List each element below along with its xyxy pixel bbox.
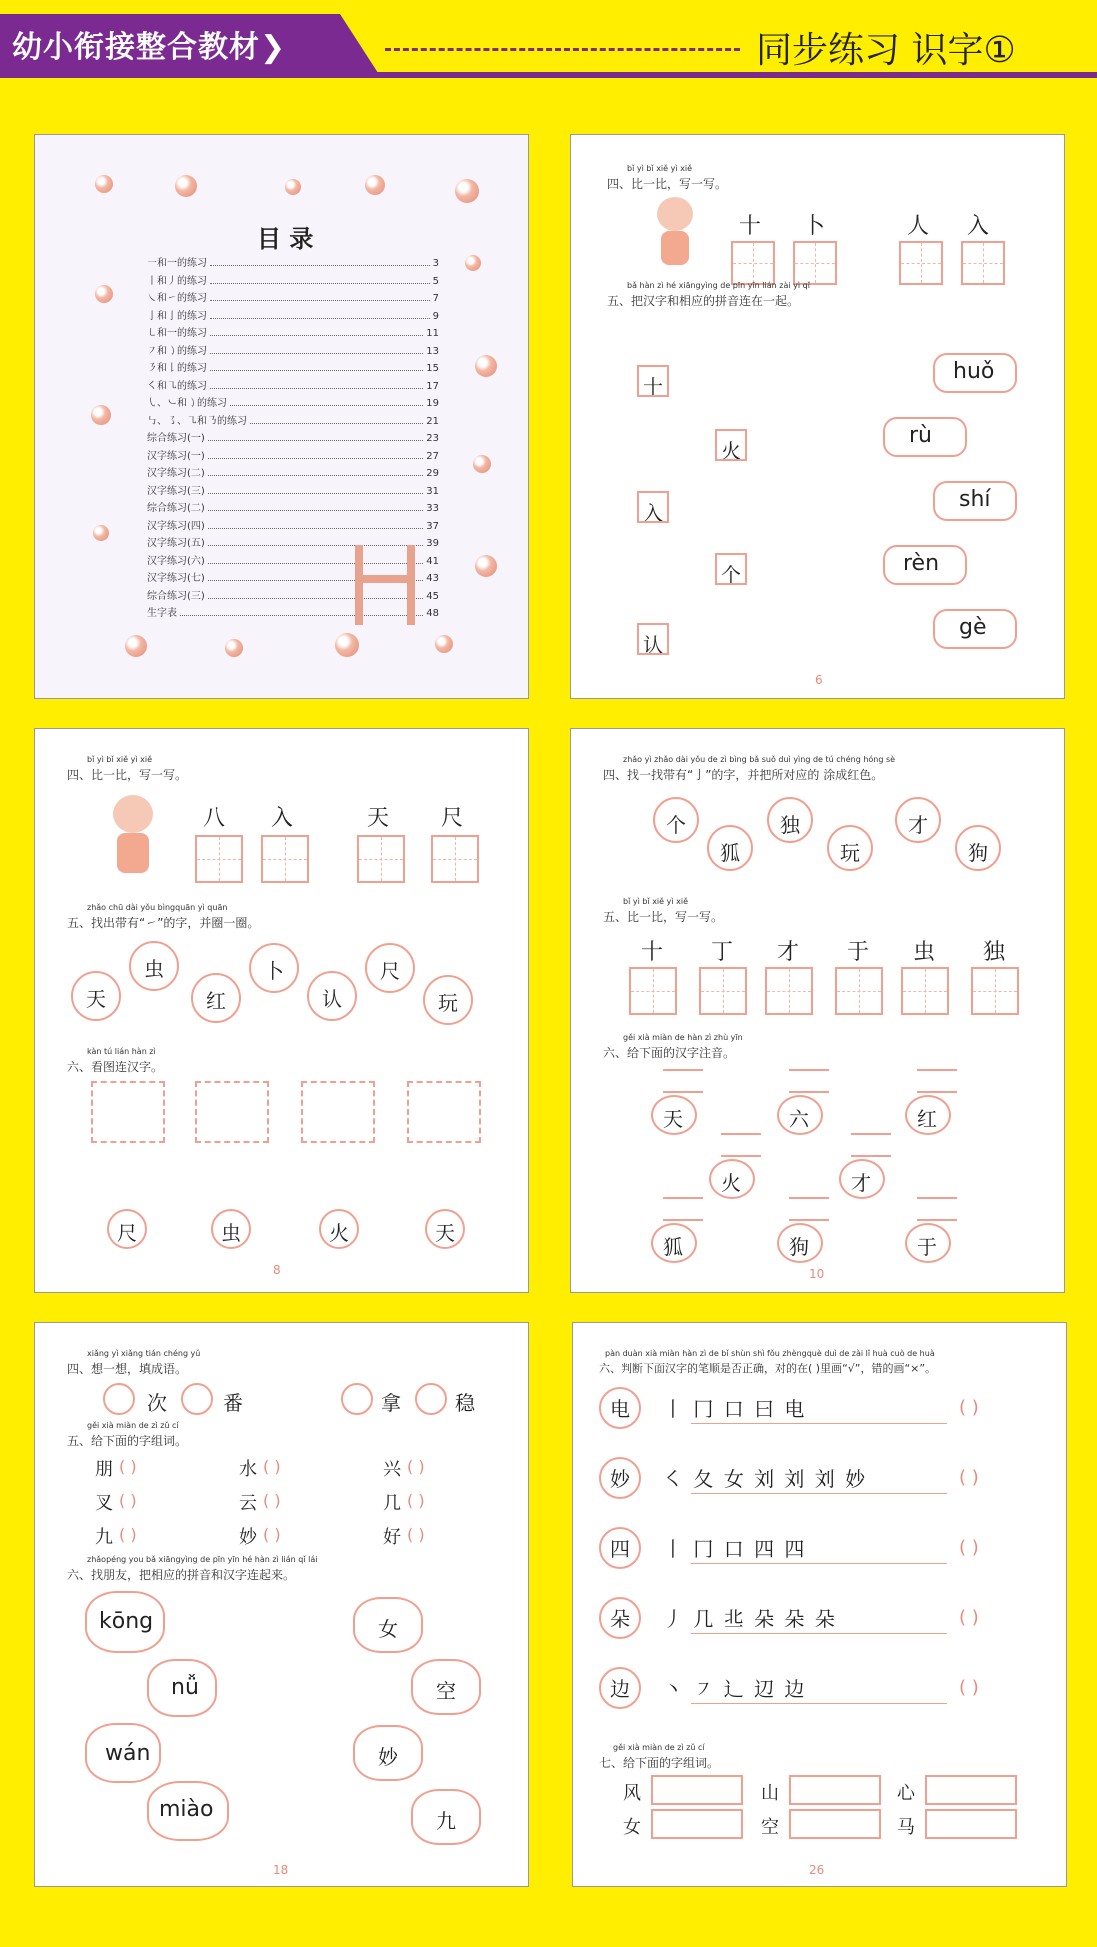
toc-entry-label: 汉字练习(四) bbox=[147, 520, 205, 532]
toc-entry-page: 17 bbox=[426, 380, 439, 392]
toc-entry-label: 综合练习(二) bbox=[147, 503, 205, 514]
section-4-title: 四、想一想，填成语。 bbox=[67, 1362, 188, 1376]
writing-grid[interactable] bbox=[765, 967, 813, 1015]
toc-entry-page: 31 bbox=[426, 485, 439, 497]
section-5-pinyin: bǎ hàn zì hé xiāngyìng de pīn yīn lián zài yì qǐ bbox=[627, 281, 810, 290]
picture-card[interactable] bbox=[407, 1081, 481, 1143]
compare-char: 入 bbox=[271, 806, 294, 831]
header-right-title: 同步练习 识字① bbox=[756, 30, 1016, 71]
strawberry-char: 才 bbox=[908, 813, 928, 837]
toc-entry[interactable] bbox=[147, 446, 439, 462]
toc-entry-page: 43 bbox=[426, 573, 439, 584]
pinyin-label: gè bbox=[959, 615, 987, 640]
word-answer-box[interactable] bbox=[789, 1809, 881, 1839]
word-answer-box[interactable] bbox=[925, 1809, 1017, 1839]
toc-entry-label: ㇋和𠄌的练习 bbox=[147, 363, 207, 374]
word-char: 九 bbox=[95, 1527, 113, 1548]
toc-leader-dots bbox=[208, 475, 423, 476]
compare-char: 入 bbox=[967, 214, 990, 239]
toc-entry[interactable] bbox=[147, 498, 439, 514]
writing-grid[interactable] bbox=[899, 241, 943, 285]
word-blank[interactable]: ( ) bbox=[263, 1525, 281, 1544]
writing-grid[interactable] bbox=[629, 967, 677, 1015]
stroke-sequence: 丨 冂 口 曰 电 bbox=[663, 1397, 807, 1421]
section-4-title: 四、比一比，写一写。 bbox=[607, 177, 728, 191]
hanzi-card-frame bbox=[637, 365, 669, 397]
compare-char: 八 bbox=[203, 806, 226, 831]
stroke-sequence: ㇛ 夂 女 刘 刘 刘 妙 bbox=[663, 1467, 868, 1491]
toc-title: 目 录 bbox=[257, 225, 314, 253]
header-dashed-line bbox=[385, 48, 740, 51]
bubble-decoration bbox=[93, 525, 109, 541]
flower-char: 尺 bbox=[380, 959, 400, 983]
heart-char: 火 bbox=[721, 1171, 741, 1195]
answer-char: 尺 bbox=[117, 1221, 137, 1245]
toc-entry-page: 19 bbox=[426, 398, 439, 409]
writing-grid[interactable] bbox=[195, 835, 243, 883]
stroke-char: 电 bbox=[610, 1397, 630, 1421]
heart-char: 天 bbox=[663, 1107, 683, 1131]
section-6-pinyin: zhǎopéng you bǎ xiāngyìng de pīn yīn hé hàn zì lián qǐ lái bbox=[87, 1555, 318, 1564]
header-left-title: 幼小衔接整合教材❯ bbox=[12, 30, 287, 65]
bubble-decoration bbox=[475, 355, 497, 377]
idiom-char: 拿 bbox=[381, 1391, 401, 1415]
toc-entry-page: 13 bbox=[426, 345, 439, 357]
pinyin-label: kōng bbox=[99, 1609, 154, 1634]
header-banner bbox=[0, 0, 1097, 80]
stroke-char: 边 bbox=[610, 1677, 630, 1701]
section-5-pinyin: zhǎo chū dài yǒu bìngquān yì quān bbox=[87, 903, 228, 912]
toc-entry-label: 汉字练习(五) bbox=[147, 538, 205, 549]
toc-entry[interactable] bbox=[147, 393, 439, 409]
toc-leader-dots bbox=[208, 440, 423, 441]
word-blank[interactable]: ( ) bbox=[263, 1457, 281, 1476]
compare-char: 尺 bbox=[441, 806, 464, 831]
toc-entry-label: 汉字练习(二) bbox=[147, 468, 205, 479]
word-answer-box[interactable] bbox=[651, 1775, 743, 1805]
strawberry-char: 独 bbox=[780, 813, 800, 837]
toc-entry-page: 39 bbox=[426, 538, 439, 549]
toc-entry-page: 5 bbox=[432, 275, 439, 287]
hanzi-card[interactable]: 个 bbox=[721, 563, 741, 587]
hanzi-card-frame bbox=[715, 553, 747, 585]
stroke-sequence: 丨 冂 口 四 四 bbox=[663, 1537, 807, 1561]
bubble-decoration bbox=[95, 285, 113, 303]
writing-grid[interactable] bbox=[699, 967, 747, 1015]
section-6-title: 六、看图连汉字。 bbox=[67, 1060, 164, 1074]
flower-char: 红 bbox=[206, 989, 226, 1013]
writing-grid[interactable] bbox=[971, 967, 1019, 1015]
toc-entry[interactable] bbox=[147, 516, 439, 532]
pinyin-lines[interactable] bbox=[789, 1069, 829, 1093]
toc-leader-dots bbox=[210, 318, 430, 319]
toc-entry-page: 9 bbox=[432, 310, 439, 322]
section-4-pinyin: xiǎng yì xiǎng tián chéng yǔ bbox=[87, 1349, 201, 1358]
writing-grid[interactable] bbox=[357, 835, 405, 883]
compare-char: 天 bbox=[367, 806, 390, 831]
flower-char: 玩 bbox=[438, 991, 458, 1015]
compare-char: 卜 bbox=[803, 214, 826, 239]
strawberry-char: 狗 bbox=[968, 841, 988, 865]
pinyin-label: rèn bbox=[903, 551, 940, 576]
word-char: 叉 bbox=[95, 1493, 113, 1514]
bubble-decoration bbox=[475, 555, 497, 577]
toc-entry-label: 汉字练习(一) bbox=[147, 450, 205, 462]
compare-char: 虫 bbox=[913, 940, 936, 965]
hanzi-label: 女 bbox=[378, 1617, 398, 1641]
girl-illustration bbox=[105, 795, 161, 875]
word-blank[interactable]: ( ) bbox=[407, 1525, 425, 1544]
section-6-pinyin: pàn duàn xià miàn hàn zì de bǐ shùn shì fǒu zhèngquè duì de zài lǐ huà cuò de huà bbox=[605, 1349, 935, 1358]
answer-char: 天 bbox=[435, 1221, 455, 1245]
toc-leader-dots bbox=[208, 528, 423, 529]
pinyin-lines[interactable] bbox=[663, 1069, 703, 1093]
toc-leader-dots bbox=[210, 388, 423, 389]
word-char: 马 bbox=[897, 1817, 915, 1838]
toc-entry-page: 21 bbox=[426, 415, 439, 427]
flower-char: 天 bbox=[86, 987, 106, 1011]
answer-parentheses[interactable]: ( ) bbox=[959, 1467, 979, 1488]
toc-entry[interactable] bbox=[147, 271, 439, 287]
compare-char: 丁 bbox=[711, 940, 734, 965]
word-char: 山 bbox=[761, 1783, 779, 1804]
toc-leader-dots bbox=[210, 265, 430, 266]
idiom-char: 次 bbox=[147, 1391, 167, 1415]
toc-entry-page: 45 bbox=[426, 590, 439, 602]
toc-entry[interactable] bbox=[147, 253, 439, 269]
toc-leader-dots bbox=[210, 335, 423, 336]
bubble-decoration bbox=[435, 635, 453, 653]
writing-grid[interactable] bbox=[793, 241, 837, 285]
heart-char: 狗 bbox=[789, 1235, 809, 1259]
page-number: 6 bbox=[815, 673, 823, 687]
compare-char: 于 bbox=[847, 940, 870, 965]
writing-grid[interactable] bbox=[961, 241, 1005, 285]
toc-entry-label: 丨和丿的练习 bbox=[147, 275, 207, 287]
word-blank[interactable]: ( ) bbox=[119, 1525, 137, 1544]
word-char: 好 bbox=[383, 1527, 401, 1548]
fence-illustration bbox=[355, 545, 415, 625]
fruit-blank[interactable] bbox=[181, 1383, 213, 1415]
writing-grid[interactable] bbox=[431, 835, 479, 883]
toc-entry[interactable] bbox=[147, 376, 439, 392]
toc-entry-label: 汉字练习(三) bbox=[147, 485, 205, 497]
page-number: 26 bbox=[809, 1863, 825, 1877]
toc-entry[interactable] bbox=[147, 411, 439, 427]
fruit-blank[interactable] bbox=[103, 1383, 135, 1415]
flower-char: 虫 bbox=[144, 957, 164, 981]
bubble-decoration bbox=[465, 255, 481, 271]
toc-entry-page: 23 bbox=[426, 433, 439, 444]
hanzi-card[interactable]: 认 bbox=[643, 633, 663, 657]
answer-parentheses[interactable]: ( ) bbox=[959, 1397, 979, 1418]
word-char: 妙 bbox=[239, 1527, 257, 1548]
strawberry-char: 玩 bbox=[840, 841, 860, 865]
word-char: 水 bbox=[239, 1459, 257, 1480]
toc-leader-dots bbox=[210, 283, 430, 284]
section-6-title: 六、给下面的汉字注音。 bbox=[603, 1046, 736, 1060]
hanzi-card-frame bbox=[715, 429, 747, 461]
toc-entry-label: 综合练习(一) bbox=[147, 433, 205, 444]
compare-char: 十 bbox=[641, 940, 664, 965]
stroke-char: 妙 bbox=[610, 1467, 630, 1491]
toc-entry-page: 48 bbox=[426, 608, 439, 619]
section-5-title: 五、找出带有“㇀”的字，并圈一圈。 bbox=[67, 916, 260, 930]
pinyin-label: nǚ bbox=[171, 1675, 199, 1700]
bubble-decoration bbox=[455, 179, 479, 203]
flower-char: 卜 bbox=[264, 959, 284, 983]
section-7-title: 七、给下面的字组词。 bbox=[599, 1756, 720, 1770]
group-word-rows bbox=[573, 1323, 1067, 1887]
writing-grid[interactable] bbox=[261, 835, 309, 883]
word-blank[interactable]: ( ) bbox=[263, 1491, 281, 1510]
toc-entry-label: 综合练习(三) bbox=[147, 590, 205, 602]
bubble-decoration bbox=[335, 633, 359, 657]
toc-entry[interactable] bbox=[147, 288, 439, 304]
section-5-title: 五、给下面的字组词。 bbox=[67, 1434, 188, 1448]
toc-entry-label: 亅和亅的练习 bbox=[147, 310, 207, 322]
page-number: 8 bbox=[273, 1263, 281, 1277]
toc-entry[interactable] bbox=[147, 481, 439, 497]
hanzi-card[interactable]: 十 bbox=[643, 375, 663, 399]
worksheet-page-6 bbox=[570, 134, 1065, 699]
idiom-char: 番 bbox=[223, 1391, 243, 1415]
stroke-char: 朵 bbox=[610, 1607, 630, 1631]
toc-entry-page: 15 bbox=[426, 363, 439, 374]
section-5-pinyin: gěi xià miàn de zì zǔ cí bbox=[87, 1421, 179, 1430]
pinyin-label: shí bbox=[959, 487, 991, 512]
word-char: 空 bbox=[761, 1817, 779, 1838]
word-char: 朋 bbox=[95, 1459, 113, 1480]
page-table-of-contents bbox=[34, 134, 529, 699]
worksheet-page-18 bbox=[34, 1322, 529, 1887]
pinyin-lines[interactable] bbox=[663, 1197, 703, 1221]
pinyin-label: rù bbox=[909, 423, 932, 448]
heart-char: 六 bbox=[789, 1107, 809, 1131]
section-4-title: 四、找一找带有“亅”的字，并把所对应的 涂成红色。 bbox=[603, 768, 884, 782]
word-char: 云 bbox=[239, 1493, 257, 1514]
hanzi-card-frame bbox=[637, 491, 669, 523]
compare-char: 独 bbox=[983, 940, 1006, 965]
section-6-pinyin: gěi xià miàn de hàn zì zhù yīn bbox=[623, 1033, 743, 1042]
section-4-pinyin: zhǎo yì zhǎo dài yǒu de zì bìng bǎ suǒ duì yìng de tú chéng hóng sè bbox=[623, 755, 896, 764]
hanzi-label: 九 bbox=[436, 1809, 456, 1833]
stroke-sequence: 丶 ㇇ 辶 辺 边 bbox=[663, 1677, 807, 1701]
toc-entry-page: 41 bbox=[426, 555, 439, 567]
bubble-decoration bbox=[473, 455, 491, 473]
toc-entry-label: 汉字练习(七) bbox=[147, 573, 205, 584]
writing-grid[interactable] bbox=[901, 967, 949, 1015]
compare-char: 才 bbox=[777, 940, 800, 965]
hanzi-card[interactable]: 火 bbox=[721, 439, 741, 463]
toc-entry-label: ㇛和㇈的练习 bbox=[147, 380, 207, 392]
word-blank[interactable]: ( ) bbox=[407, 1457, 425, 1476]
word-answer-box[interactable] bbox=[651, 1809, 743, 1839]
toc-entry[interactable] bbox=[147, 323, 439, 339]
bubble-decoration bbox=[225, 639, 243, 657]
toc-entry-page: 11 bbox=[426, 328, 439, 339]
worksheet-page-8 bbox=[34, 728, 529, 1293]
section-4-title: 四、比一比，写一写。 bbox=[67, 768, 188, 782]
toc-entry[interactable] bbox=[147, 306, 439, 322]
compare-char: 人 bbox=[907, 214, 930, 239]
answer-parentheses[interactable]: ( ) bbox=[959, 1607, 979, 1628]
section-4-pinyin: bǐ yì bǐ xiě yì xiě bbox=[87, 755, 152, 764]
section-6-title: 六、判断下面汉字的笔顺是否正确，对的在( )里画“√”，错的画“×”。 bbox=[599, 1362, 937, 1375]
word-char: 风 bbox=[623, 1783, 641, 1804]
toc-entry[interactable] bbox=[147, 463, 439, 479]
bubble-decoration bbox=[91, 405, 111, 425]
section-4-pinyin: bǐ yì bǐ xiě yì xiě bbox=[627, 164, 692, 173]
page-number: 18 bbox=[273, 1863, 289, 1877]
toc-entry-label: ㇏和㇀的练习 bbox=[147, 293, 207, 304]
picture-card[interactable] bbox=[91, 1081, 165, 1143]
section-6-title: 六、找朋友，把相应的拼音和汉字连起来。 bbox=[67, 1568, 296, 1582]
answer-char: 火 bbox=[329, 1221, 349, 1245]
toc-entry[interactable] bbox=[147, 428, 439, 444]
toc-entry-page: 33 bbox=[426, 503, 439, 514]
toc-entry-label: ㇉、㇌、㇈和㇡的练习 bbox=[147, 415, 247, 427]
toc-entry[interactable] bbox=[147, 341, 439, 357]
heart-char: 才 bbox=[851, 1171, 871, 1195]
toc-entry-label: ㇄和一的练习 bbox=[147, 328, 207, 339]
picture-card[interactable] bbox=[195, 1081, 269, 1143]
hanzi-card-frame bbox=[637, 623, 669, 655]
hanzi-card[interactable]: 入 bbox=[643, 501, 663, 525]
toc-entry-label: ㇇和㇁的练习 bbox=[147, 345, 207, 357]
toc-leader-dots bbox=[210, 300, 430, 301]
toc-entry-page: 7 bbox=[432, 293, 439, 304]
section-5-pinyin: bǐ yì bǐ xiě yì xiě bbox=[623, 897, 688, 906]
pinyin-lines[interactable] bbox=[917, 1197, 957, 1221]
strawberry-char: 个 bbox=[666, 813, 686, 837]
compare-char: 十 bbox=[739, 214, 762, 239]
word-blank[interactable]: ( ) bbox=[407, 1491, 425, 1510]
pinyin-lines[interactable] bbox=[917, 1069, 957, 1093]
idiom-char: 稳 bbox=[455, 1391, 475, 1415]
strawberry-char: 狐 bbox=[720, 841, 740, 865]
section-5-title: 五、把汉字和相应的拼音连在一起。 bbox=[607, 294, 800, 308]
writing-grid[interactable] bbox=[731, 241, 775, 285]
fruit-blank[interactable] bbox=[415, 1383, 447, 1415]
toc-entry-page: 37 bbox=[426, 520, 439, 532]
pinyin-lines[interactable] bbox=[789, 1197, 829, 1221]
answer-parentheses[interactable]: ( ) bbox=[959, 1677, 979, 1698]
toc-leader-dots bbox=[250, 423, 423, 424]
heart-char: 红 bbox=[917, 1107, 937, 1131]
flower-char: 认 bbox=[322, 987, 342, 1011]
word-char: 女 bbox=[623, 1817, 641, 1838]
bubble-decoration bbox=[365, 175, 385, 195]
toc-entry-label: ㇂、㇃和㇁的练习 bbox=[147, 398, 227, 409]
heart-char: 于 bbox=[917, 1235, 937, 1259]
stroke-sequence: 丿 几 丠 朵 朵 朵 bbox=[663, 1607, 837, 1631]
fruit-blank[interactable] bbox=[341, 1383, 373, 1415]
toc-leader-dots bbox=[210, 370, 423, 371]
pinyin-lines[interactable] bbox=[721, 1133, 761, 1157]
toc-leader-dots bbox=[208, 458, 423, 459]
girl-illustration bbox=[651, 197, 699, 267]
section-7-pinyin: gěi xià miàn de zì zǔ cí bbox=[613, 1743, 705, 1752]
toc-entry-label: 汉字练习(六) bbox=[147, 555, 205, 567]
toc-entry[interactable] bbox=[147, 358, 439, 374]
hanzi-label: 妙 bbox=[378, 1745, 398, 1769]
answer-char: 虫 bbox=[221, 1221, 241, 1245]
toc-leader-dots bbox=[208, 493, 423, 494]
answer-parentheses[interactable]: ( ) bbox=[959, 1537, 979, 1558]
word-blank[interactable]: ( ) bbox=[119, 1491, 137, 1510]
word-char: 几 bbox=[383, 1493, 401, 1514]
toc-leader-dots bbox=[208, 510, 423, 511]
word-blank[interactable]: ( ) bbox=[119, 1457, 137, 1476]
writing-grid[interactable] bbox=[835, 967, 883, 1015]
toc-entry-page: 27 bbox=[426, 450, 439, 462]
worksheet-page-26 bbox=[572, 1322, 1067, 1887]
section-5-title: 五、比一比，写一写。 bbox=[603, 910, 724, 924]
bubble-decoration bbox=[125, 635, 147, 657]
toc-entry-label: 生字表 bbox=[147, 608, 177, 619]
toc-entry-label: ㇐和一的练习 bbox=[147, 258, 207, 269]
toc-entry-page: 3 bbox=[432, 258, 439, 269]
word-char: 心 bbox=[897, 1783, 915, 1804]
stroke-char: 四 bbox=[610, 1537, 630, 1561]
hanzi-label: 空 bbox=[436, 1679, 456, 1703]
pinyin-label: huǒ bbox=[953, 359, 995, 384]
bubble-decoration bbox=[285, 179, 301, 195]
page-number: 10 bbox=[809, 1267, 825, 1281]
picture-card[interactable] bbox=[301, 1081, 375, 1143]
pinyin-lines[interactable] bbox=[851, 1133, 891, 1157]
worksheet-page-10 bbox=[570, 728, 1065, 1293]
bubble-decoration bbox=[175, 175, 197, 197]
heart-char: 狐 bbox=[663, 1235, 683, 1259]
pinyin-label: miào bbox=[159, 1797, 214, 1822]
toc-entry-page: 29 bbox=[426, 468, 439, 479]
word-answer-box[interactable] bbox=[925, 1775, 1017, 1805]
section-6-pinyin: kàn tú lián hàn zì bbox=[87, 1047, 156, 1056]
toc-leader-dots bbox=[210, 353, 423, 354]
pinyin-label: wán bbox=[105, 1741, 151, 1766]
word-answer-box[interactable] bbox=[789, 1775, 881, 1805]
bubble-decoration bbox=[95, 175, 113, 193]
word-char: 兴 bbox=[383, 1459, 401, 1480]
chevron-right-icon: ❯ bbox=[260, 30, 287, 65]
toc-leader-dots bbox=[230, 405, 423, 406]
